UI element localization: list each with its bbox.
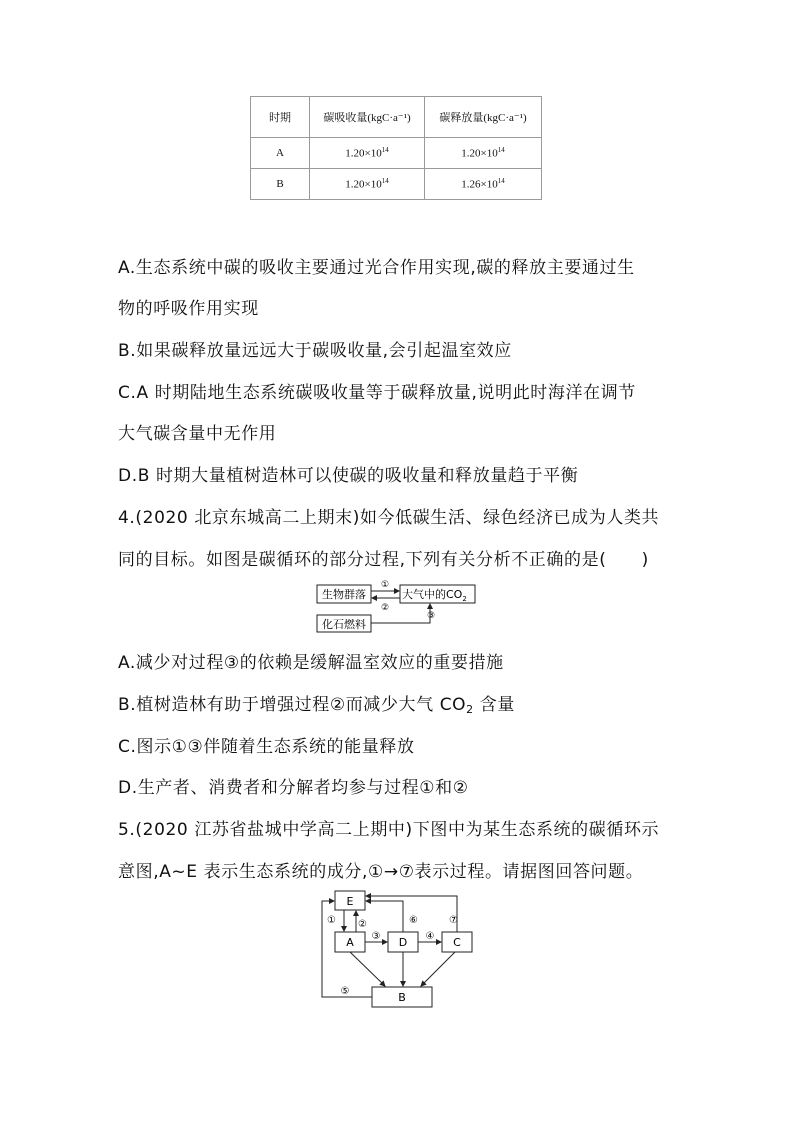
q5-stem-line1: 5.(2020 江苏省盐城中学高二上期中)下图中为某生态系统的碳循环示 — [118, 820, 660, 840]
atmosphere-label: 大气中的$CO_2$ — [402, 588, 467, 603]
table-cell-period: B — [251, 169, 310, 200]
q3-option-b: B.如果碳释放量远远大于碳吸收量,会引起温室效应 — [118, 341, 512, 361]
q4-carbon-cycle-diagram — [310, 578, 480, 636]
q5-carbon-cycle-diagram — [315, 886, 480, 1014]
process-7-label: ⑦ — [449, 915, 458, 926]
process-3-label: ③ — [371, 931, 381, 942]
table-cell-absorb: $1.20\times 10^{14}$ — [310, 169, 425, 200]
process-1-label: ① — [327, 915, 336, 926]
table-row — [251, 138, 542, 169]
table-row — [251, 169, 542, 200]
carbon-table — [250, 96, 542, 200]
arrow-3 — [371, 604, 430, 623]
table-header-release: 碳释放量(kgC·a⁻¹) — [425, 97, 542, 138]
arrow-6 — [366, 901, 403, 932]
community-label: 生物群落 — [322, 588, 366, 601]
table-cell-release: $1.20\times 10^{14}$ — [425, 138, 542, 169]
process-6-label: ⑥ — [409, 915, 418, 926]
arrow-c-to-b — [421, 952, 455, 986]
q4-stem-line1: 4.(2020 北京东城高二上期末)如今低碳生活、绿色经济已成为人类共 — [118, 508, 660, 528]
q4-option-c: C.图示①③伴随着生态系统的能量释放 — [118, 737, 415, 757]
box-c-label: C — [453, 936, 461, 949]
table-cell-release: $1.26\times 10^{14}$ — [425, 169, 542, 200]
q4-option-a: A.减少对过程③的依赖是缓解温室效应的重要措施 — [118, 653, 504, 673]
q5-stem-line2: 意图,A~E 表示生态系统的成分,①→⑦表示过程。请据图回答问题。 — [118, 862, 644, 882]
table-header-row — [251, 97, 542, 138]
q4-stem-line2: 同的目标。如图是碳循环的部分过程,下列有关分析不正确的是( ) — [118, 550, 649, 570]
process-4-label: ④ — [425, 931, 435, 942]
box-a-label: A — [346, 936, 354, 949]
process-5-label: ⑤ — [340, 986, 350, 997]
q3-option-c-line1: C.A 时期陆地生态系统碳吸收量等于碳释放量,说明此时海洋在调节 — [118, 383, 636, 403]
q3-option-c-line2: 大气碳含量中无作用 — [118, 424, 277, 444]
box-b-label: B — [398, 991, 406, 1004]
table-header-period: 时期 — [251, 97, 310, 138]
q3-option-a-line1: A.生态系统中碳的吸收主要通过光合作用实现,碳的释放主要通过生 — [118, 258, 635, 278]
box-e-label: E — [346, 895, 354, 908]
arrow-a-to-b — [350, 952, 385, 986]
q3-option-d: D.B 时期大量植树造林可以使碳的吸收量和释放量趋于平衡 — [118, 466, 579, 486]
q3-option-a-line2: 物的呼吸作用实现 — [118, 299, 259, 319]
process-2-label: ② — [380, 603, 390, 613]
box-d-label: D — [398, 936, 408, 949]
table-header-absorb: 碳吸收量(kgC·a⁻¹) — [310, 97, 425, 138]
fossil-fuel-label: 化石燃料 — [322, 618, 366, 631]
q4-option-d: D.生产者、消费者和分解者均参与过程①和② — [118, 778, 469, 798]
process-2-label: ② — [358, 919, 367, 930]
process-1-label: ① — [380, 580, 390, 590]
table-cell-absorb: $1.20\times 10^{14}$ — [310, 138, 425, 169]
table-cell-period: A — [251, 138, 310, 169]
process-3-label: ③ — [426, 611, 436, 621]
q4-option-b: B.植树造林有助于增强过程②而减少大气 $CO_2$ 含量 — [118, 695, 515, 716]
